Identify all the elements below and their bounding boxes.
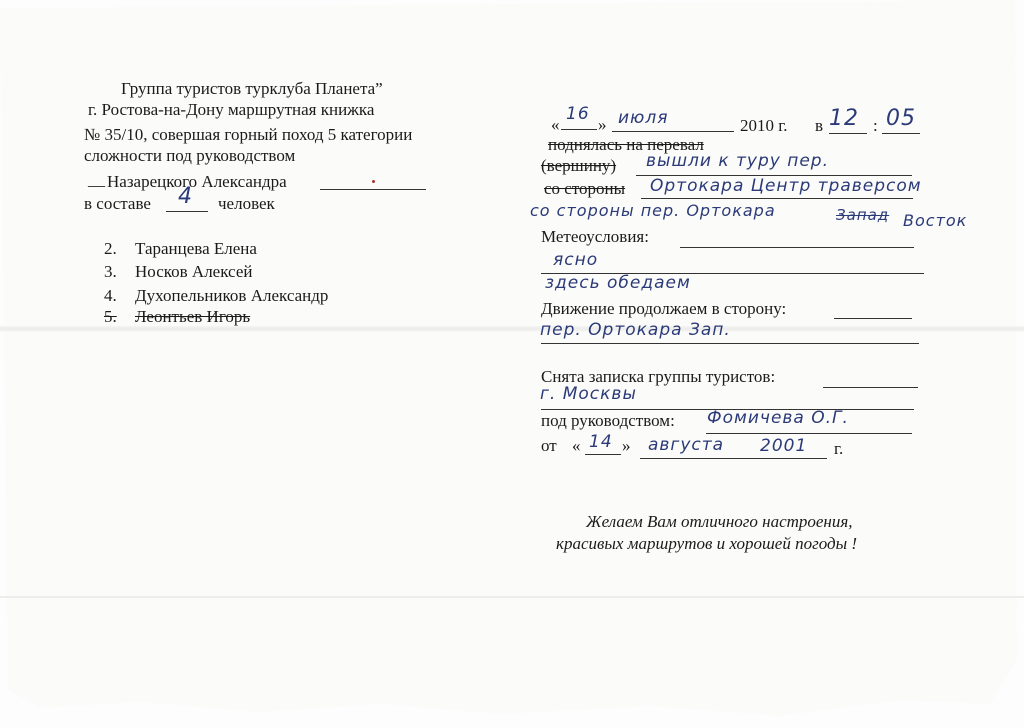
weather-underline-1 bbox=[680, 247, 914, 248]
direction-underline-2 bbox=[541, 343, 919, 344]
side-label-struck: со стороны bbox=[544, 179, 626, 198]
weather-value-1: ясно bbox=[553, 250, 599, 270]
composition-count: 4 bbox=[178, 184, 193, 209]
time-minute-underline bbox=[882, 133, 920, 134]
weather-value-2: здесь обедаем bbox=[545, 273, 691, 293]
from-day-underline bbox=[585, 454, 621, 455]
from-day-close: » bbox=[622, 436, 631, 455]
date-day-underline bbox=[561, 129, 597, 130]
date-month-underline bbox=[612, 131, 734, 132]
removed-leader-underline bbox=[706, 433, 912, 434]
weather-label: Метеоусловия: bbox=[541, 227, 649, 246]
from-year: 2001 bbox=[760, 436, 808, 456]
time-colon: : bbox=[873, 116, 878, 135]
composition-underline bbox=[166, 211, 208, 212]
member-name: Духопельников Александр bbox=[135, 286, 329, 305]
from-date-underline bbox=[640, 458, 827, 459]
direction-underline-1 bbox=[834, 318, 912, 319]
side-underline bbox=[641, 198, 913, 199]
from-day: 14 bbox=[589, 432, 613, 452]
ink-dot bbox=[372, 180, 375, 183]
member-num: 2. bbox=[104, 239, 117, 258]
header-line-3: № 35/10, совершая горный поход 5 категории bbox=[84, 125, 413, 144]
date-close-quote: » bbox=[598, 115, 607, 134]
time-hour: 12 bbox=[829, 106, 859, 131]
time-hour-underline bbox=[829, 133, 867, 134]
ascended-label-struck: поднялась на перевал bbox=[548, 135, 704, 154]
composition-label: в составе bbox=[84, 194, 151, 213]
from-label: от bbox=[541, 436, 557, 455]
removed-value: г. Москвы bbox=[540, 384, 637, 404]
header-line-1: Группа туристов турклуба Планета” bbox=[121, 79, 383, 98]
date-day: 16 bbox=[566, 104, 590, 124]
date-open-quote: « bbox=[551, 115, 560, 134]
direction-label: Движение продолжаем в сторону: bbox=[541, 299, 787, 318]
side-value-2: со стороны пер. Ортокара bbox=[530, 201, 776, 220]
direction-value: пер. Ортокара Зап. bbox=[540, 320, 731, 340]
from-year-suffix: г. bbox=[834, 439, 844, 458]
leader-prefix: __ bbox=[88, 170, 105, 189]
side-value-3: Восток bbox=[903, 211, 968, 230]
removed-leader-label: под руководством: bbox=[541, 411, 675, 430]
side-value-struck: Запад bbox=[836, 206, 890, 224]
member-num: 3. bbox=[104, 262, 117, 281]
from-day-open: « bbox=[572, 436, 581, 455]
member-name: Носков Алексей bbox=[135, 262, 253, 281]
wishes-line-2: красивых маршрутов и хорошей погоды ! bbox=[556, 534, 858, 553]
leader-name: Назарецкого Александра bbox=[107, 172, 287, 191]
member-num: 4. bbox=[104, 286, 117, 305]
member-name: Таранцева Елена bbox=[135, 239, 257, 258]
time-at-label: в bbox=[815, 116, 824, 135]
header-line-2: г. Ростова-на-Дону маршрутная книжка bbox=[88, 100, 375, 119]
member-num-struck: 5. bbox=[104, 307, 117, 326]
time-minute: 05 bbox=[886, 106, 916, 131]
wishes-line-1: Желаем Вам отличного настроения, bbox=[586, 512, 853, 531]
member-name-struck: Леонтьев Игорь bbox=[135, 307, 251, 326]
date-year: 2010 г. bbox=[740, 116, 788, 135]
removed-underline-1 bbox=[823, 387, 918, 388]
composition-suffix: человек bbox=[218, 194, 275, 213]
removed-leader-value: Фомичева О.Г. bbox=[707, 408, 849, 428]
summit-value: вышли к туру пер. bbox=[646, 151, 829, 171]
summit-label-struck: (вершину) bbox=[541, 156, 617, 175]
date-month: июля bbox=[618, 108, 669, 128]
header-line-4: сложности под руководством bbox=[84, 146, 296, 165]
leader-underline bbox=[320, 189, 426, 190]
removed-label: Снята записка группы туристов: bbox=[541, 367, 776, 386]
side-value-1: Ортокара Центр траверсом bbox=[650, 176, 922, 196]
from-month: августа bbox=[648, 435, 725, 455]
fold-line-lower bbox=[0, 596, 1024, 598]
